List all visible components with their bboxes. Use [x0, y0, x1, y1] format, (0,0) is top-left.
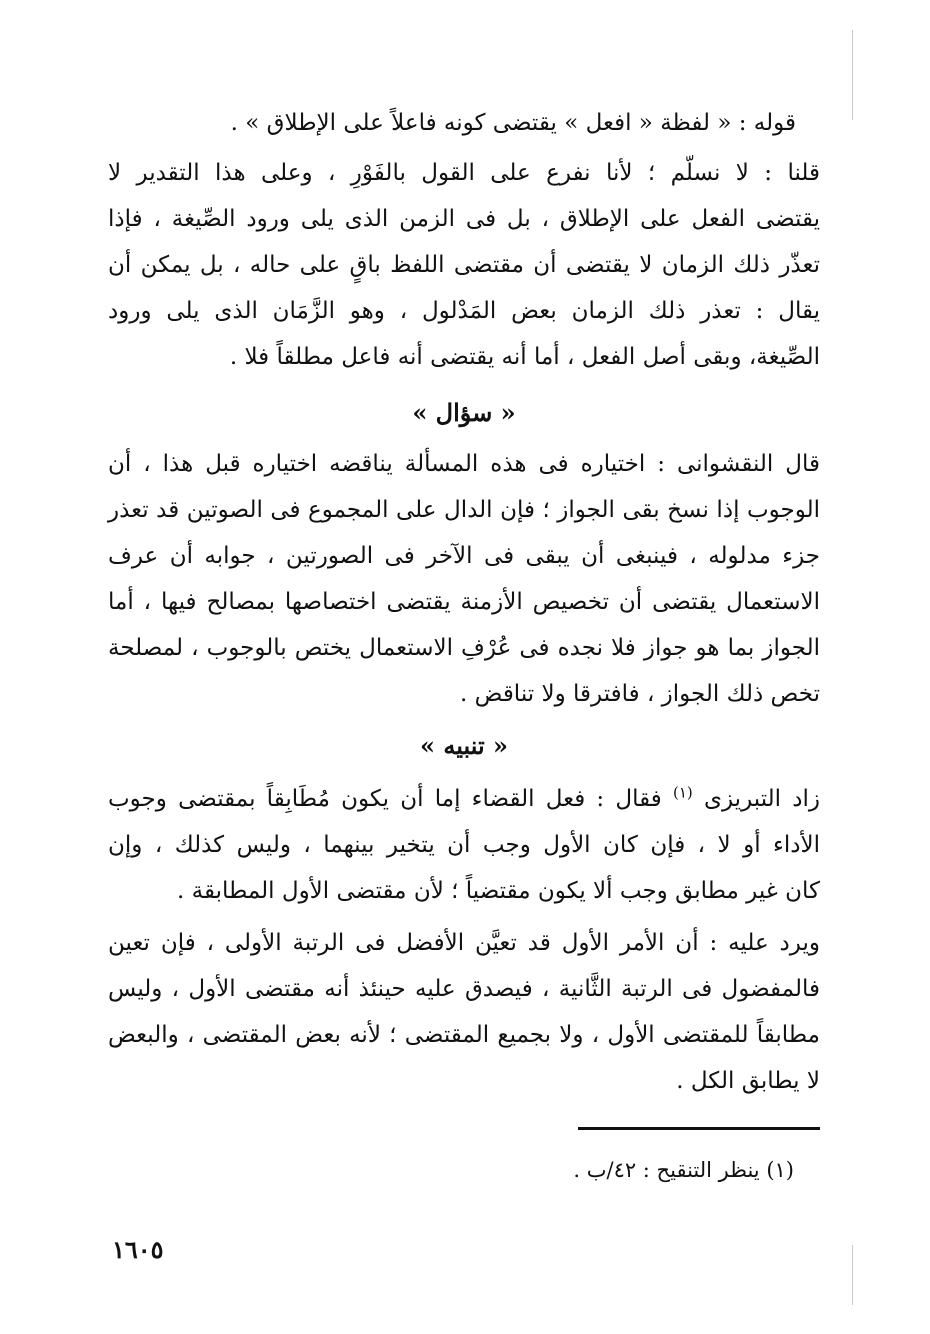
note-first-line-rest: فقال : فعل القضاء إما أن يكون مُطَابِقاً بمقتضى وجوب	[108, 786, 662, 812]
intro-paragraph	[108, 100, 820, 146]
footnote-separator	[578, 1127, 820, 1130]
footnote: (١) ينظر التنقيح : ٤٢/ب .	[573, 1158, 794, 1182]
note-first-line-start: زاد التبريزى	[703, 786, 820, 812]
page-number: ١٦٠٥	[112, 1235, 164, 1264]
text-line: كان غير مطابق وجب ألا يكون مقتضياً ؛ لأن مقتضى الأول المطابقة .	[176, 878, 820, 904]
text-line: يقتضى الفعل على الإطلاق ، بل فى الزمن الذى يلى ورود الصِّيغة ، فإذا	[108, 206, 820, 232]
text-line: مطابقاً للمقتضى الأول ، ولا بجميع المقتضى ؛ لأنه بعض المقتضى ، والبعض	[108, 1022, 820, 1048]
section-heading-question: « سؤال »	[412, 398, 516, 427]
text-line: قوله : « لفظة « افعل » يقتضى كونه فاعلاً على الإطلاق » .	[230, 110, 796, 136]
text-line: الاستعمال يقتضى أن تخصيص الأزمنة يقتضى اختصاصها بمصالح فيها ، أما	[108, 589, 820, 615]
note-paragraph	[108, 776, 820, 914]
text-line: الأداء أو لا ، فإن كان الأول وجب أن يتخير بينهما ، وليس كذلك ، وإن	[108, 832, 820, 858]
text-line	[108, 776, 820, 822]
text-line: جزء مدلوله ، فينبغى أن يبقى فى الآخر فى الصورتين ، جوابه أن عرف	[108, 543, 820, 569]
text-line: الصِّيغة، وبقى أصل الفعل ، أما أنه يقتضى أنه فاعل مطلقاً فلا .	[229, 344, 820, 370]
text-line: يقال : تعذر ذلك الزمان بعض المَدْلول ، وهو الزَّمَان الذى يلى ورود	[108, 298, 820, 324]
text-line: قال النقشوانى : اختياره فى هذه المسألة يناقضه اختياره قبل هذا ، أن	[108, 451, 820, 477]
text-line: تخص ذلك الجواز ، فافترقا ولا تناقض .	[460, 681, 820, 707]
answer-paragraph	[108, 150, 820, 380]
scan-edge-mark	[852, 30, 853, 120]
text-line: ويرد عليه : أن الأمر الأول قد تعيَّن الأفضل فى الرتبة الأولى ، فإن تعين	[108, 930, 820, 956]
text-line: لا يطابق الكل .	[676, 1068, 820, 1094]
text-line: قلنا : لا نسلّم ؛ لأنا نفرع على القول بالفَوْرِ ، وعلى هذا التقدير لا	[108, 160, 820, 186]
text-line: تعذّر ذلك الزمان لا يقتضى أن مقتضى اللفظ باقٍ على حاله ، بل يمكن أن	[108, 252, 820, 278]
text-line: الوجوب إذا نسخ بقى الجواز ؛ فإن الدال على المجموع فى الصوتين قد تعذر	[108, 497, 821, 523]
section-heading-note: « تنبيه »	[420, 731, 508, 760]
text-line: فالمفضول فى الرتبة الثَّانية ، فيصدق عليه حينئذ أنه مقتضى الأول ، وليس	[108, 976, 820, 1002]
objection-paragraph	[108, 920, 820, 1104]
text-line: الجواز بما هو جواز فلا نجده فى عُرْفِ الاستعمال يختص بالوجوب ، لمصلحة	[108, 635, 820, 661]
footnote-reference[interactable]: (١)	[672, 783, 693, 802]
question-paragraph	[108, 441, 820, 717]
scan-edge-mark	[852, 1245, 853, 1305]
